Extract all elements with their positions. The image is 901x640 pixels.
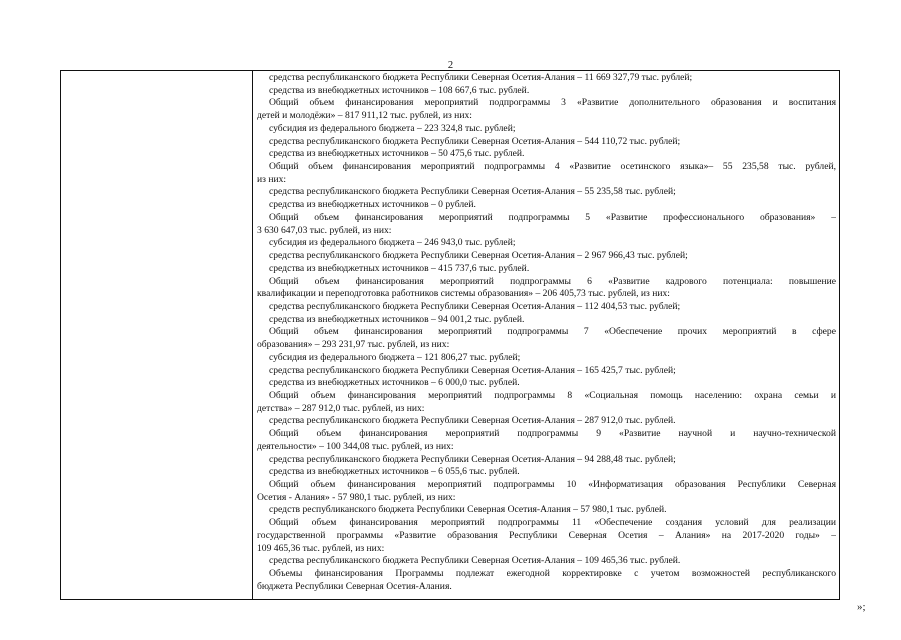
text-line: средства республиканского бюджета Республики Северная Осетия-Алания – 55 235,58 тыс. рублей;	[269, 186, 676, 198]
text-line: субсидия из федерального бюджета – 121 806,27 тыс. рублей;	[269, 351, 521, 363]
text-line: Общий объем финансирования мероприятий подпрограммы 4 «Развитие осетинского языка»– 55 235,58 тыс. рублей,	[269, 161, 836, 173]
text-line: Общий объем финансирования мероприятий подпрограммы 8 «Социальная помощь населению: охрана семьи и	[269, 389, 836, 401]
text-line: детства» – 287 912,0 тыс. рублей, из них:	[257, 402, 425, 414]
financing-text-cell	[253, 71, 839, 599]
text-line: субсидия из федерального бюджета – 223 324,8 тыс. рублей;	[269, 122, 516, 134]
text-line: средства из внебюджетных источников – 6 055,6 тыс. рублей.	[269, 466, 520, 478]
text-line: Общий объем финансирования мероприятий подпрограммы 6 «Развитие кадрового потенциала: повышение	[269, 275, 836, 287]
page-number: 2	[447, 60, 454, 71]
text-line: 109 465,36 тыс. рублей, из них:	[257, 542, 385, 554]
text-line: средств республиканского бюджета Республики Северная Осетия-Алания – 57 980,1 тыс. рублей.	[269, 504, 667, 516]
text-line: Общий объем финансирования мероприятий подпрограммы 7 «Обеспечение прочих мероприятий в сфере	[269, 326, 836, 338]
empty-label-cell	[61, 71, 253, 599]
text-line: детей и молодёжи» – 817 911,12 тыс. рублей, из них:	[257, 110, 472, 122]
text-line: Общий объем финансирования мероприятий подпрограммы 10 «Информатизация образования Республики Северная	[269, 479, 836, 490]
text-line: бюджета Республики Северная Осетия-Алания.	[257, 580, 452, 592]
text-line: средства республиканского бюджета Республики Северная Осетия-Алания – 112 404,53 тыс. рублей;	[269, 300, 681, 312]
text-line: средства республиканского бюджета Республики Северная Осетия-Алания – 544 110,72 тыс. рублей;	[269, 135, 681, 147]
text-line: средства республиканского бюджета Республики Северная Осетия-Алания – 287 912,0 тыс. рублей.	[269, 415, 676, 427]
text-line: Общий объем финансирования мероприятий подпрограммы 3 «Развитие дополнительного образования и воспитания	[269, 97, 836, 109]
text-line: Объемы финансирования Программы подлежат ежегодной корректировке с учетом возможностей республиканского	[269, 568, 836, 580]
text-line: Общий объем финансирования мероприятий подпрограммы 5 «Развитие профессионального образования» –	[269, 211, 836, 223]
text-line: средства из внебюджетных источников – 108 667,6 тыс. рублей.	[269, 84, 530, 96]
text-line: средства из внебюджетных источников – 6 000,0 тыс. рублей.	[269, 377, 520, 389]
text-line: средства из внебюджетных источников – 50 475,6 тыс. рублей.	[269, 148, 525, 160]
text-line: из них:	[257, 173, 287, 185]
text-line: государственной программы «Развитие образования Республики Северная Осетия – Алания» на 2017-2020 годы» –	[257, 529, 836, 541]
financing-table	[60, 70, 840, 600]
text-line: Общий объем финансирования мероприятий подпрограммы 9 «Развитие научной и научно-технической	[269, 428, 836, 440]
text-line: средства республиканского бюджета Республики Северная Осетия-Алания – 2 967 966,43 тыс. рублей;	[269, 250, 688, 262]
text-line: Общий объем финансирования мероприятий подпрограммы 11 «Обеспечение создания условий для реализации	[269, 517, 836, 529]
text-line: образования» – 293 231,97 тыс. рублей, из них:	[257, 339, 450, 351]
text-line: средства республиканского бюджета Республики Северная Осетия-Алания – 109 465,36 тыс. рублей.	[269, 555, 681, 567]
text-line: средства республиканского бюджета Республики Северная Осетия-Алания – 94 288,48 тыс. рублей;	[269, 453, 676, 465]
text-line: средства республиканского бюджета Республики Северная Осетия-Алания – 11 669 327,79 тыс. рублей;	[269, 72, 693, 83]
text-line: 3 630 647,03 тыс. рублей, из них:	[257, 224, 392, 236]
text-line: средства из внебюджетных источников – 0 рублей.	[269, 199, 476, 211]
text-line: средства из внебюджетных источников – 94 001,2 тыс. рублей.	[269, 313, 525, 325]
text-line: средства республиканского бюджета Республики Северная Осетия-Алания – 165 425,7 тыс. рублей;	[269, 364, 676, 376]
text-line: субсидия из федерального бюджета – 246 943,0 тыс. рублей;	[269, 237, 516, 249]
text-line: деятельности» – 100 344,08 тыс. рублей, из них:	[257, 440, 454, 452]
text-line: Осетия - Алания» - 57 980,1 тыс. рублей, из них:	[257, 491, 456, 503]
closing-quote-mark: »;	[857, 601, 866, 613]
text-line: средства из внебюджетных источников – 415 737,6 тыс. рублей.	[269, 262, 530, 274]
text-line: квалификации и переподготовка работников системы образования» – 206 405,73 тыс. рублей, из них:	[257, 288, 670, 300]
